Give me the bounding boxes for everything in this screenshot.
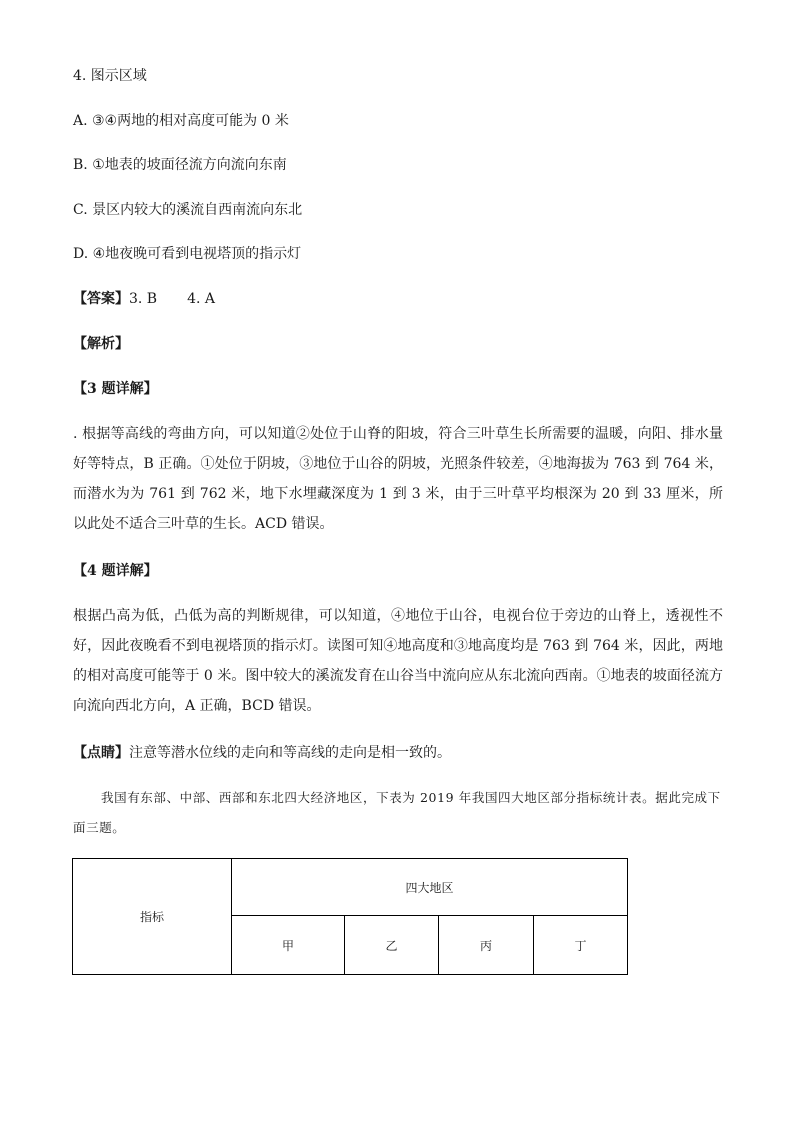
region-jia: 甲 <box>232 916 345 975</box>
option-c: C. 景区内较大的溪流自西南流向东北 <box>73 202 303 218</box>
indicator-header: 指标 <box>73 859 232 975</box>
option-b: B. ①地表的坡面径流方向流向东南 <box>73 157 287 173</box>
answer-label: 【答案】 <box>73 291 129 307</box>
analysis-label: 【解析】 <box>73 336 129 352</box>
detail3-text: . 根据等高线的弯曲方向，可以知道②处位于山脊的阳坡，符合三叶草生长所需要的温暖，向阳、排水量好等特点，B 正确。①处位于阴坡，③地位于山谷的阴坡，光照条件较差，④地海拔为 763 到 764 米，而潜水为为 761 到 762 米，地下水埋藏深度为 1 到 3 米，由于三叶草平均根深为 20 到 33 厘米，所以此处不适合三叶草的生长。ACD 错误。 <box>73 426 723 532</box>
region-bing: 丙 <box>439 916 534 975</box>
tip-text: 注意等潜水位线的走向和等高线的走向是相一致的。 <box>129 745 451 761</box>
region-ding: 丁 <box>534 916 628 975</box>
table-intro: 我国有东部、中部、西部和东北四大经济地区，下表为 2019 年我国四大地区部分指标统计表。据此完成下面三题。 <box>73 790 721 835</box>
detail4-text: 根据凸高为低，凸低为高的判断规律，可以知道，④地位于山谷，电视台位于旁边的山脊上，透视性不好，因此夜晚看不到电视塔顶的指示灯。读图可知④地高度和③地高度均是 763 到 764 米，因此，两地的相对高度可能等于 0 米。图中较大的溪流发育在山谷当中流向应从东北流向西南。①地表的坡面径流方向流向西北方向，A 正确，BCD 错误。 <box>73 608 723 714</box>
statistics-table <box>72 858 628 975</box>
region-yi: 乙 <box>345 916 439 975</box>
detail4-heading: 【4 题详解】 <box>73 563 158 579</box>
tip-line <box>73 743 451 763</box>
detail3-heading: 【3 题详解】 <box>73 381 158 397</box>
answer-3: 3. B <box>129 291 158 307</box>
answer-4: 4. A <box>187 291 216 307</box>
option-d: D. ④地夜晚可看到电视塔顶的指示灯 <box>73 246 302 262</box>
question4-stem: 4. 图示区域 <box>73 68 147 84</box>
option-a: A. ③④两地的相对高度可能为 0 米 <box>73 113 289 129</box>
answer-line <box>73 289 215 309</box>
tip-label: 【点睛】 <box>73 745 129 761</box>
region-header: 四大地区 <box>232 859 628 916</box>
